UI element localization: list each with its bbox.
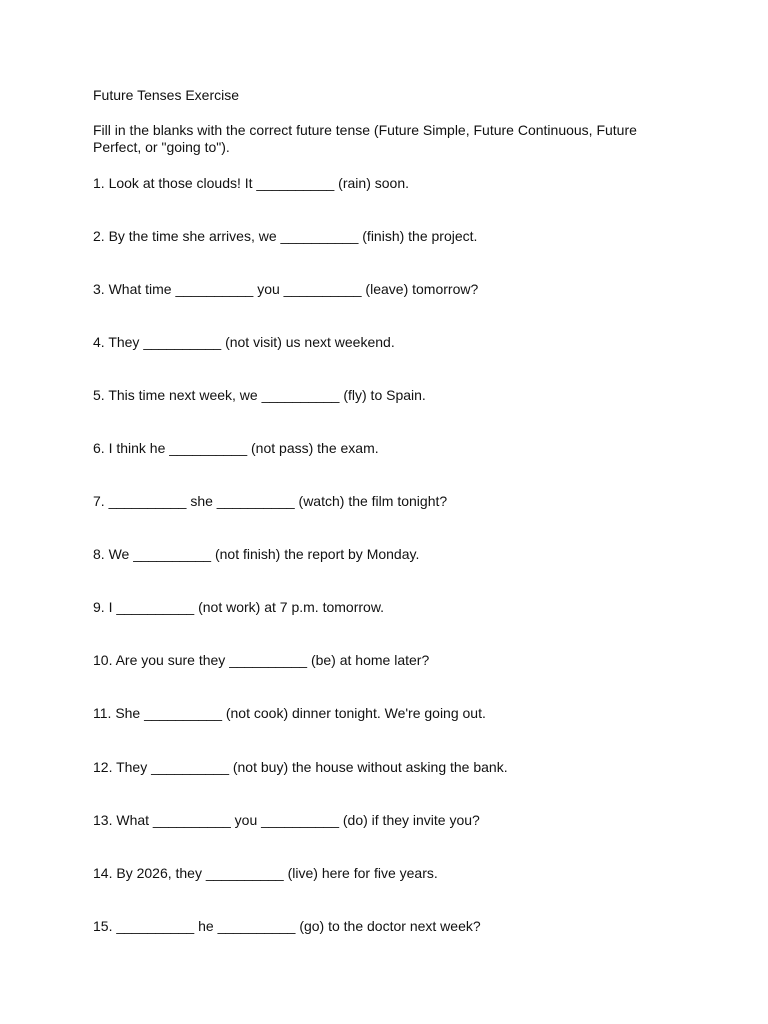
question-4: 4. They __________ (not visit) us next weekend. (93, 334, 395, 350)
question-11: 11. She __________ (not cook) dinner tonight. We're going out. (93, 705, 486, 721)
question-8: 8. We __________ (not finish) the report by Monday. (93, 546, 420, 562)
question-12: 12. They __________ (not buy) the house without asking the bank. (93, 759, 508, 775)
question-9: 9. I __________ (not work) at 7 p.m. tomorrow. (93, 599, 385, 615)
question-3: 3. What time __________ you __________ (leave) tomorrow? (93, 281, 479, 297)
question-14: 14. By 2026, they __________ (live) here for five years. (93, 865, 438, 881)
document-title: Future Tenses Exercise (93, 87, 240, 103)
question-1: 1. Look at those clouds! It __________ (rain) soon. (93, 175, 409, 191)
question-13: 13. What __________ you __________ (do) if they invite you? (93, 812, 480, 828)
question-6: 6. I think he __________ (not pass) the exam. (93, 440, 379, 456)
question-5: 5. This time next week, we __________ (fly) to Spain. (93, 387, 426, 403)
question-2: 2. By the time she arrives, we __________ (finish) the project. (93, 228, 478, 244)
question-7: 7. __________ she __________ (watch) the film tonight? (93, 493, 448, 509)
question-10: 10. Are you sure they __________ (be) at home later? (93, 652, 430, 668)
question-15: 15. __________ he __________ (go) to the doctor next week? (93, 918, 481, 934)
exercise-instructions: Fill in the blanks with the correct future tense (Future Simple, Future Continuous, Future Perfect, or "going to"). (93, 122, 637, 155)
